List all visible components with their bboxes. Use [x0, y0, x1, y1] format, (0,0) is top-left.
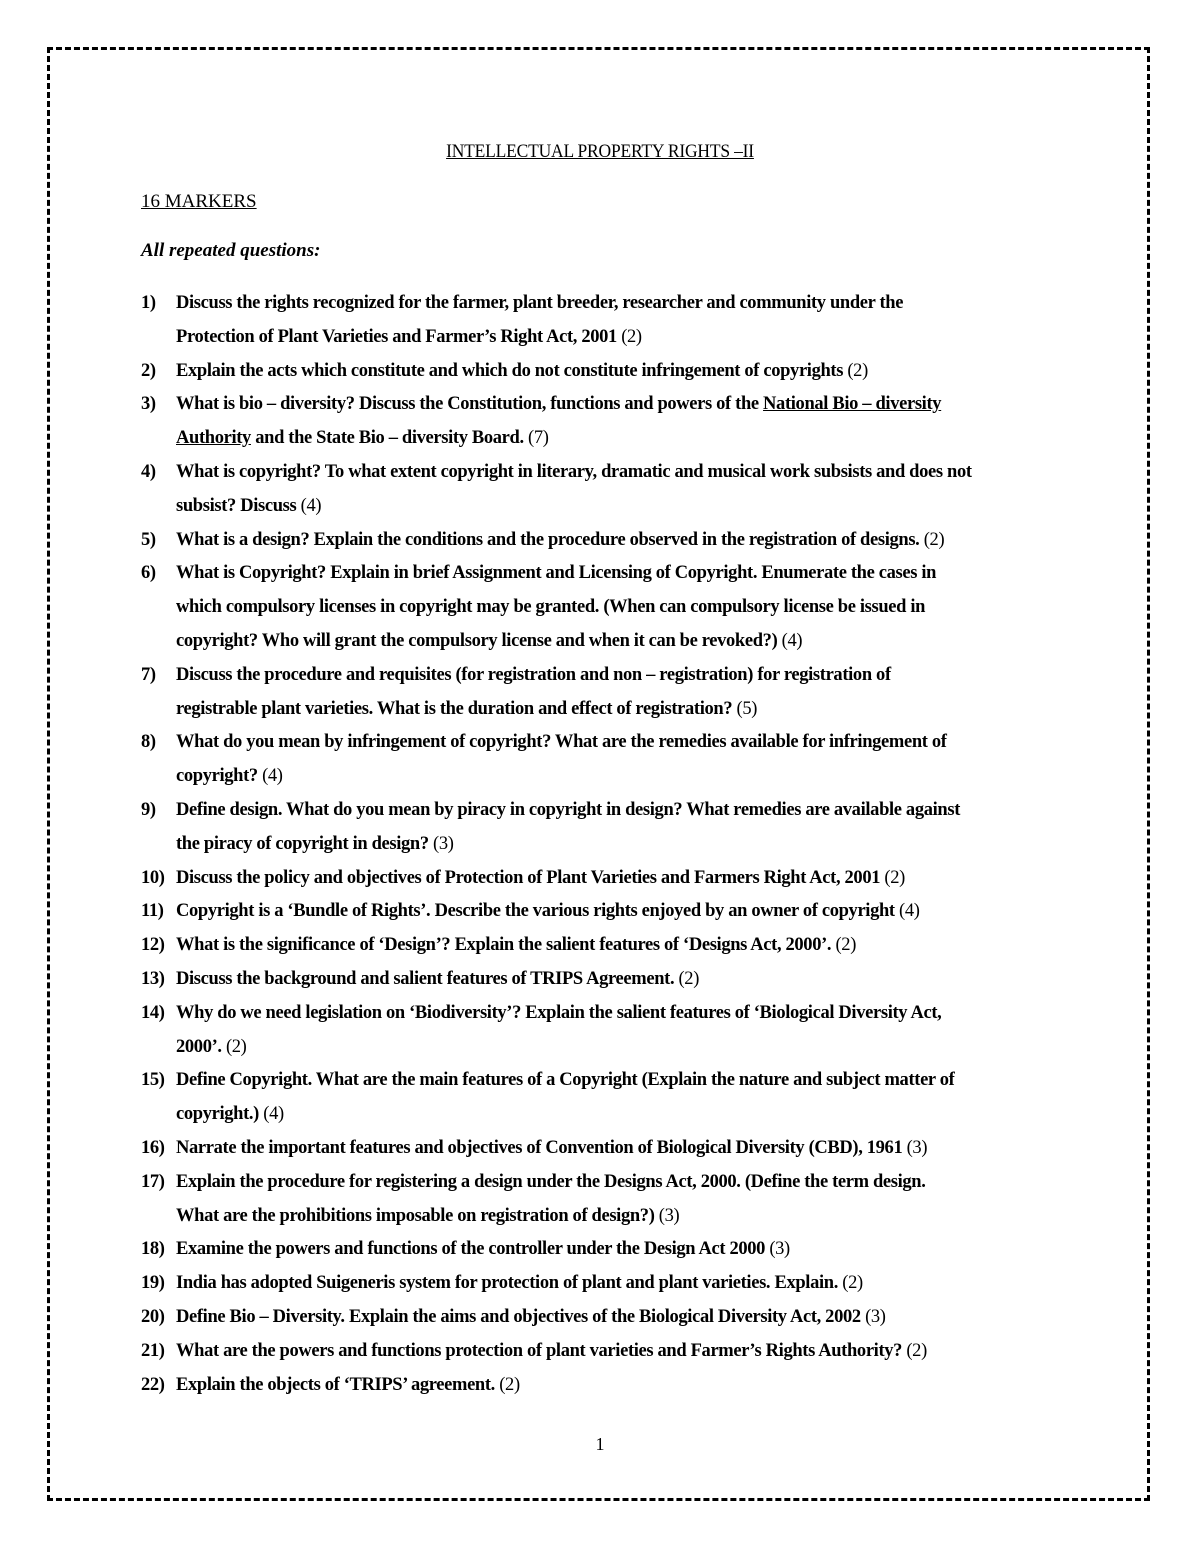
- question-item: [141, 895, 1071, 929]
- question-text: copyright? Who will grant the compulsory license and when it can be revoked?): [176, 630, 782, 651]
- question-line: [176, 1166, 1071, 1200]
- question-text: Explain the objects of ‘TRIPS’ agreement.: [176, 1374, 500, 1395]
- page-number: 1: [595, 1434, 605, 1454]
- question-line: [176, 1233, 1071, 1267]
- question-item: [141, 997, 1071, 1065]
- question-text: What is the significance of ‘Design’? Explain the salient features of ‘Designs Act, 2000’.: [176, 935, 836, 956]
- question-line: [176, 726, 1071, 760]
- question-marks: (2): [499, 1374, 520, 1395]
- question-item: [141, 726, 1071, 794]
- question-text: Define Copyright. What are the main features of a Copyright (Explain the nature and subject matter of: [176, 1070, 955, 1091]
- question-line: [176, 1267, 1071, 1301]
- question-text: Discuss the background and salient features of TRIPS Agreement.: [176, 968, 679, 989]
- question-number: 12): [141, 935, 165, 956]
- section-heading: 16 MARKERS: [141, 191, 257, 212]
- question-item: [141, 794, 1071, 862]
- question-line: [176, 862, 1071, 896]
- question-text: Define Bio – Diversity. Explain the aims and objectives of the Biological Diversity Act, 2002: [176, 1306, 866, 1327]
- question-number: 5): [141, 529, 156, 550]
- question-list: [141, 287, 1071, 1402]
- question-text: What is Copyright? Explain in brief Assignment and Licensing of Copyright. Enumerate the cases in: [176, 563, 937, 584]
- question-text: What is copyright? To what extent copyright in literary, dramatic and musical work subsists and does not: [176, 461, 972, 482]
- question-marks: (2): [835, 935, 857, 956]
- question-item: [141, 1301, 1071, 1335]
- question-marks: (2): [225, 1036, 247, 1057]
- question-text: Examine the powers and functions of the controller under the Design Act 2000: [176, 1239, 770, 1260]
- question-text: Discuss the rights recognized for the farmer, plant breeder, researcher and community under the: [176, 293, 904, 313]
- question-item: [141, 963, 1071, 997]
- question-item: [141, 287, 1071, 355]
- question-number: 15): [141, 1070, 165, 1091]
- question-marks: (4): [263, 1104, 284, 1125]
- question-text: What are the powers and functions protection of plant varieties and Farmer’s Rights Authority?: [176, 1340, 907, 1361]
- question-line: [176, 828, 1071, 862]
- question-marks: (4): [300, 495, 322, 516]
- question-text: which compulsory licenses in copyright may be granted. (When can compulsory license be issued in: [176, 597, 926, 618]
- question-text: What are the prohibitions imposable on registration of design?): [176, 1205, 659, 1226]
- question-item: [141, 1233, 1071, 1267]
- question-item: [141, 1132, 1071, 1166]
- question-text: What do you mean by infringement of copyright? What are the remedies available for infringement of: [176, 732, 947, 753]
- question-text: National Bio – diversity: [763, 394, 942, 415]
- question-text: Explain the procedure for registering a design under the Designs Act, 2000. (Define the term design.: [176, 1171, 926, 1192]
- question-line: [176, 1301, 1071, 1335]
- question-item: [141, 1335, 1071, 1369]
- question-text: registrable plant varieties. What is the duration and effect of registration?: [176, 698, 737, 719]
- question-line: [176, 794, 1071, 828]
- question-line: [176, 1200, 1071, 1234]
- question-text: What is a design? Explain the conditions and the procedure observed in the registration of designs.: [176, 529, 924, 550]
- question-marks: (4): [899, 901, 920, 922]
- question-line: [176, 1098, 1071, 1132]
- question-number: 14): [141, 1002, 165, 1023]
- question-text: Why do we need legislation on ‘Biodiversity’? Explain the salient features of ‘Biological Diversity Act,: [176, 1002, 942, 1023]
- question-text: the piracy of copyright in design?: [176, 833, 434, 854]
- question-number: 11): [141, 901, 164, 922]
- question-text: copyright.): [176, 1104, 264, 1125]
- question-marks: (2): [621, 326, 642, 347]
- question-number: 16): [141, 1137, 165, 1158]
- question-marks: (3): [769, 1239, 790, 1260]
- question-text: Define design. What do you mean by piracy in copyright in design? What remedies are available against: [176, 799, 961, 820]
- question-line: [176, 1064, 1071, 1098]
- question-line: [176, 997, 1071, 1031]
- question-number: 6): [141, 563, 156, 584]
- question-marks: (4): [262, 766, 283, 787]
- question-number: 13): [141, 968, 165, 989]
- question-number: 20): [141, 1306, 165, 1327]
- question-marks: (2): [906, 1340, 927, 1361]
- question-marks: (2): [923, 529, 945, 550]
- question-line: [176, 693, 1071, 727]
- question-number: 2): [141, 360, 156, 381]
- question-line: [176, 524, 1071, 558]
- question-number: 17): [141, 1171, 165, 1192]
- question-marks: (7): [528, 428, 549, 449]
- question-line: [176, 591, 1071, 625]
- question-marks: (2): [678, 968, 700, 989]
- question-text: Authority: [176, 428, 251, 449]
- question-text: Discuss the policy and objectives of Protection of Plant Varieties and Farmers Right Act, 2001: [176, 867, 885, 888]
- question-marks: (4): [781, 630, 803, 651]
- question-text: 2000’.: [176, 1036, 226, 1057]
- question-marks: (2): [884, 867, 905, 888]
- question-number: 7): [141, 664, 156, 685]
- question-marks: (2): [847, 360, 868, 381]
- question-line: [176, 963, 1071, 997]
- question-number: 4): [141, 461, 156, 482]
- question-marks: (2): [842, 1273, 863, 1294]
- question-text: subsist? Discuss: [176, 495, 301, 516]
- question-number: 8): [141, 732, 156, 753]
- document-title: INTELLECTUAL PROPERTY RIGHTS –II: [446, 141, 754, 162]
- question-number: 3): [141, 394, 156, 415]
- question-line: [176, 355, 1071, 389]
- question-number: 10): [141, 867, 165, 888]
- question-number: 18): [141, 1239, 165, 1260]
- question-number: 1): [141, 293, 156, 313]
- question-line: [176, 1031, 1071, 1065]
- question-line: [176, 1132, 1071, 1166]
- question-marks: (5): [736, 698, 758, 719]
- question-item: [141, 1369, 1071, 1403]
- question-item: [141, 388, 1071, 456]
- question-text: Explain the acts which constitute and which do not constitute infringement of copyrights: [176, 360, 848, 381]
- question-text: Copyright is a ‘Bundle of Rights’. Describe the various rights enjoyed by an owner of copyright: [176, 901, 900, 922]
- question-item: [141, 862, 1071, 896]
- question-text: What is bio – diversity? Discuss the Constitution, functions and powers of the: [176, 394, 764, 415]
- question-line: [176, 287, 1071, 321]
- question-number: 22): [141, 1374, 165, 1395]
- question-text: Discuss the procedure and requisites (for registration and non – registration) for registration of: [176, 664, 891, 685]
- question-line: [176, 929, 1071, 963]
- question-line: [176, 422, 1071, 456]
- question-line: [176, 659, 1071, 693]
- question-line: [176, 895, 1071, 929]
- question-marks: (3): [865, 1306, 886, 1327]
- question-item: [141, 456, 1071, 524]
- question-number: 19): [141, 1273, 165, 1294]
- question-marks: (3): [658, 1205, 680, 1226]
- question-item: [141, 524, 1071, 558]
- question-text: and the State Bio – diversity Board.: [250, 428, 529, 449]
- question-text: India has adopted Suigeneris system for protection of plant and plant varieties. Explain.: [176, 1273, 843, 1294]
- question-line: [176, 625, 1071, 659]
- question-text: Narrate the important features and objectives of Convention of Biological Diversity (CBD), 1961: [176, 1137, 907, 1158]
- question-line: [176, 557, 1071, 591]
- question-number: 9): [141, 799, 156, 820]
- question-item: [141, 557, 1071, 658]
- question-item: [141, 1267, 1071, 1301]
- question-item: [141, 929, 1071, 963]
- question-number: 21): [141, 1340, 165, 1361]
- question-line: [176, 760, 1071, 794]
- intro-text: All repeated questions:: [141, 240, 321, 261]
- question-item: [141, 1064, 1071, 1132]
- question-line: [176, 321, 1071, 355]
- question-line: [176, 1369, 1071, 1403]
- question-item: [141, 355, 1071, 389]
- question-line: [176, 388, 1071, 422]
- question-line: [176, 490, 1071, 524]
- question-line: [176, 456, 1071, 490]
- question-text: Protection of Plant Varieties and Farmer’s Right Act, 2001: [176, 326, 622, 347]
- question-text: copyright?: [176, 766, 263, 787]
- question-marks: (3): [906, 1137, 928, 1158]
- question-item: [141, 1166, 1071, 1234]
- question-marks: (3): [433, 833, 454, 854]
- question-line: [176, 1335, 1071, 1369]
- question-item: [141, 659, 1071, 727]
